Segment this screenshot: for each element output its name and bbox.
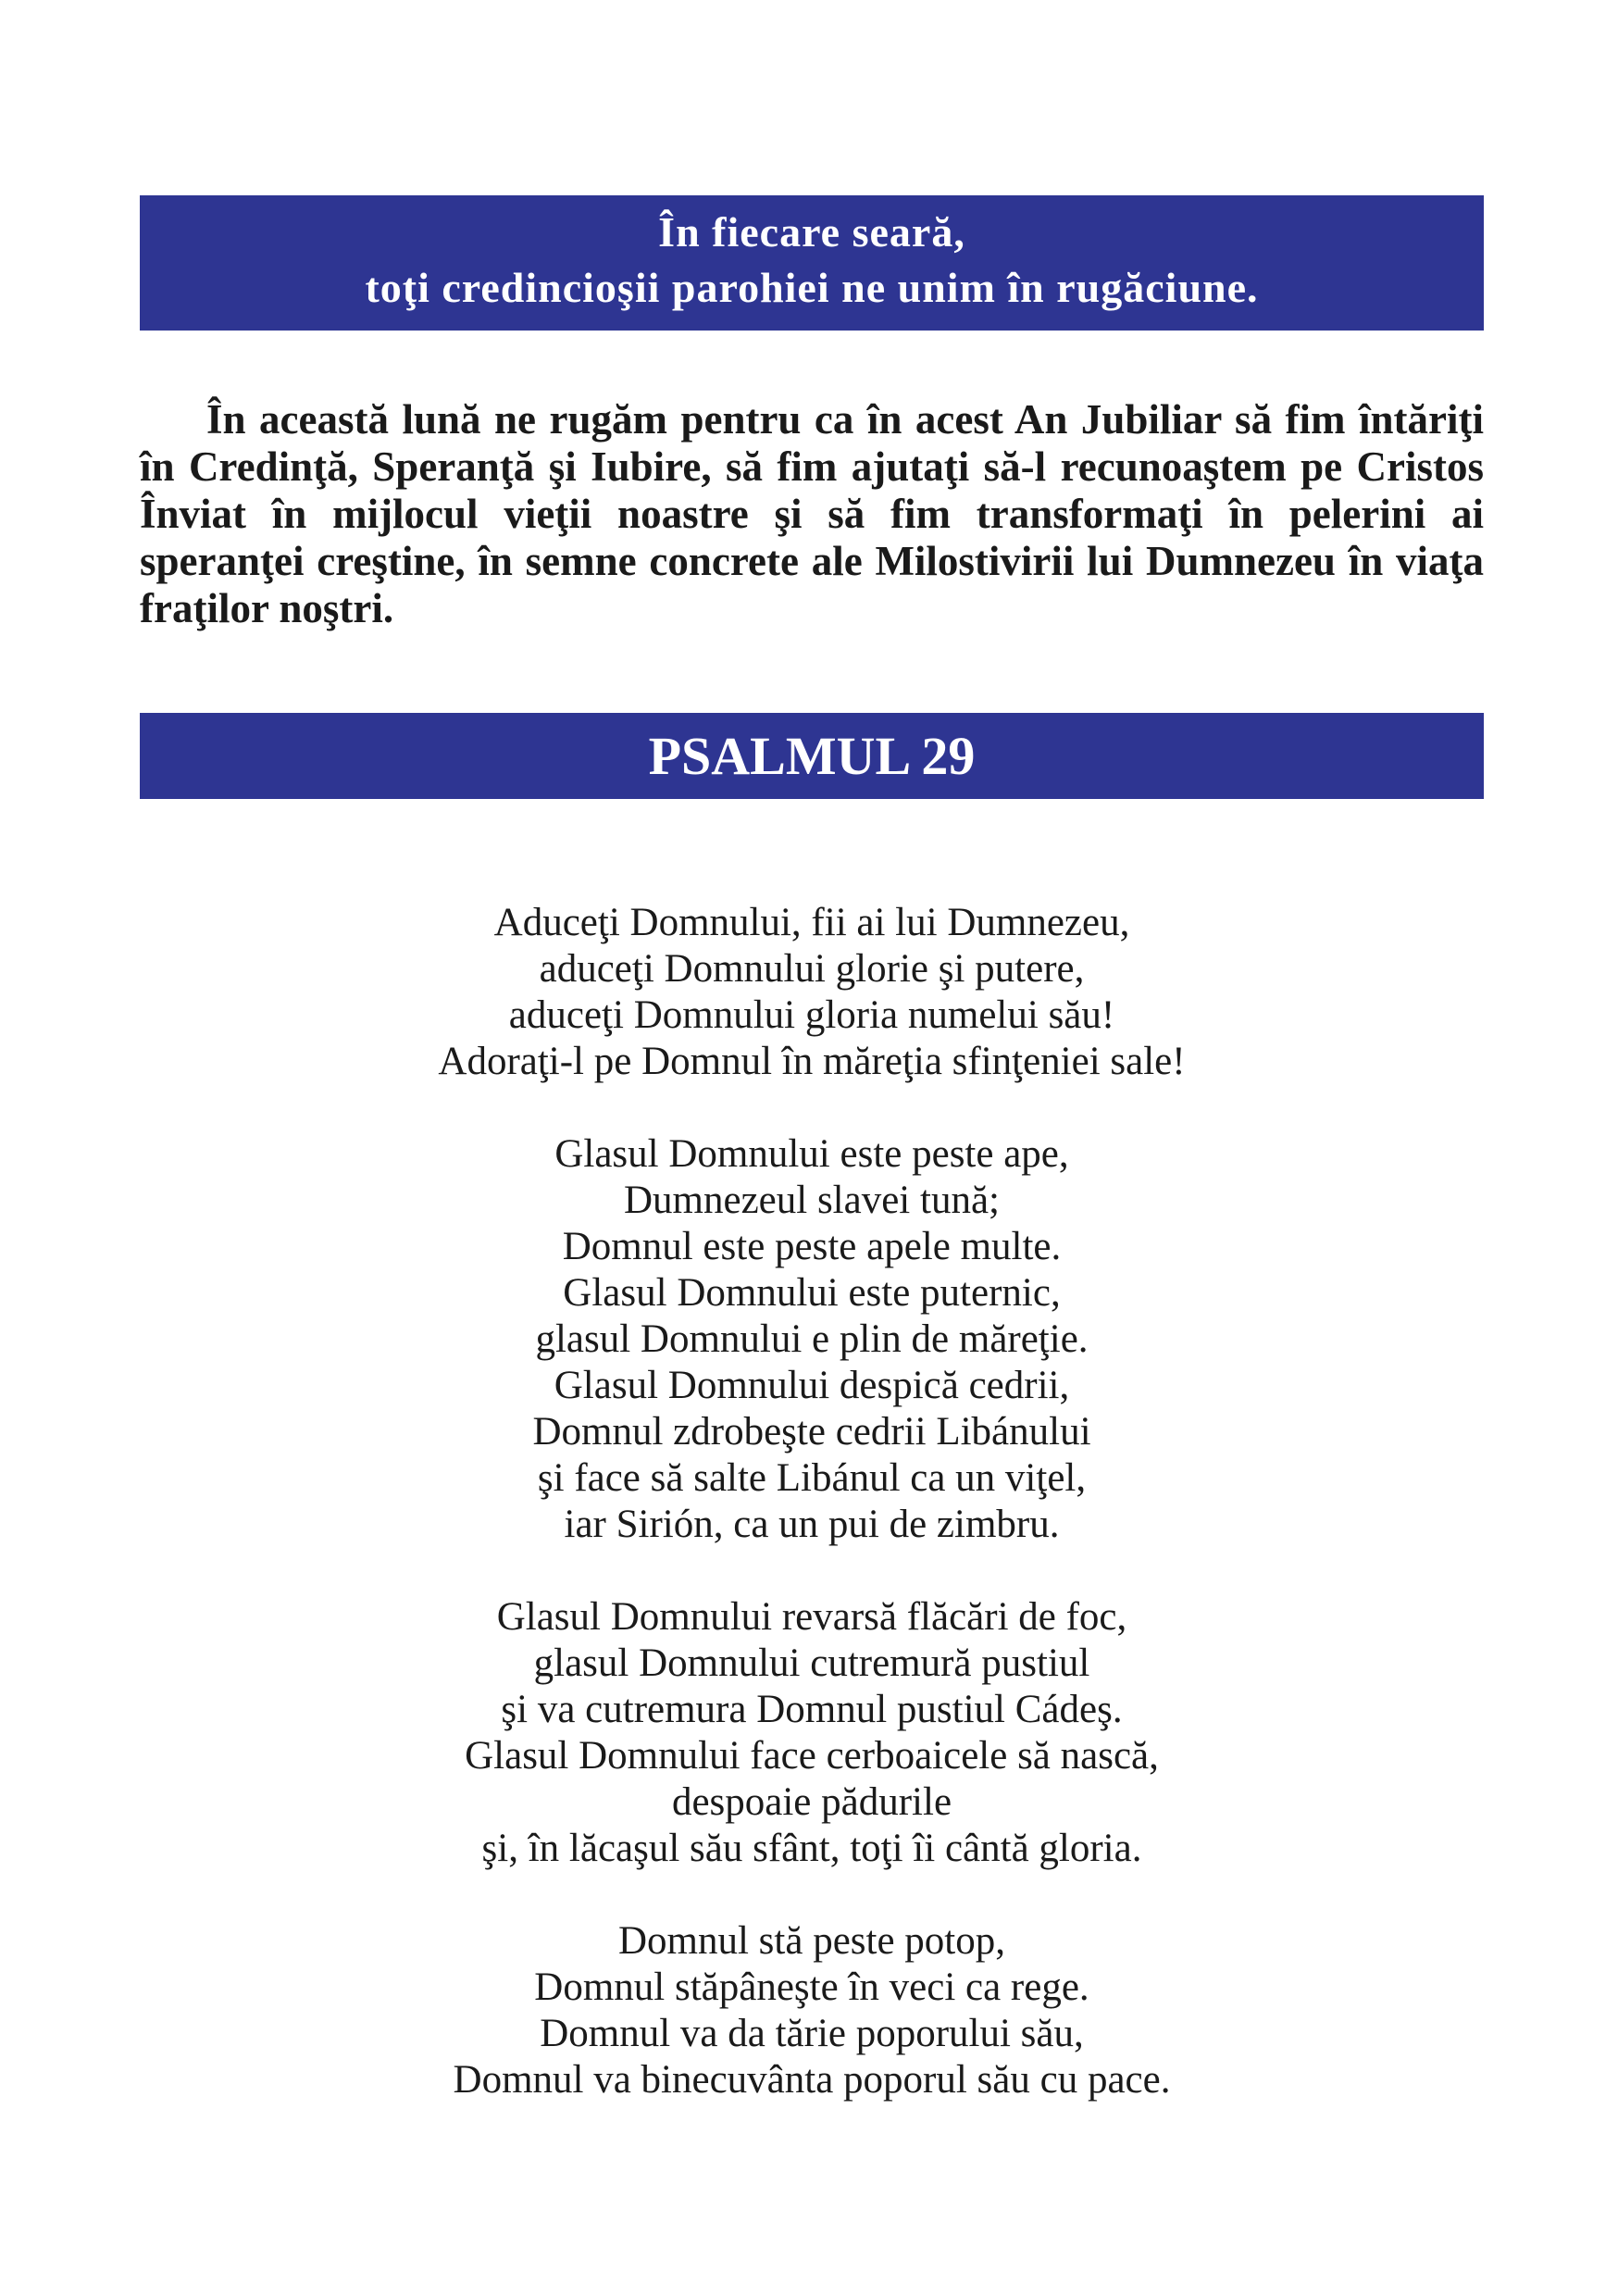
header-banner-line-2: toţi credincioşii parohiei ne unim în rugăciune. [365, 264, 1259, 311]
psalm-line: Glasul Domnului este peste ape, [554, 1132, 1069, 1176]
psalm-line: Domnul stăpâneşte în veci ca rege. [534, 1965, 1089, 2009]
psalm-title: PSALMUL 29 [140, 713, 1484, 799]
psalm-line: Aduceţi Domnului, fii ai lui Dumnezeu, [493, 901, 1130, 944]
psalm-line: şi, în lăcaşul său sfânt, toţi îi cântă gloria. [481, 1827, 1142, 1870]
psalm-line: glasul Domnului cutremură pustiul [533, 1641, 1090, 1685]
psalm-line: Domnul este peste apele multe. [562, 1225, 1062, 1268]
psalm-line: glasul Domnului e plin de măreţie. [535, 1317, 1089, 1361]
psalm-line: Glasul Domnului este puternic, [563, 1271, 1061, 1315]
psalm-body [140, 900, 1484, 2150]
psalm-stanza-2 [140, 1131, 1484, 1548]
header-banner-line-1: În fiecare seară, [658, 208, 965, 256]
prayer-intention-paragraph: În această lună ne rugăm pentru ca în acest An Jubiliar să fim întăriţi în Credinţă, Speranţă şi Iubire, să fim ajutaţi să-l recunoaştem pe Cristos Înviat în mijlocul vieţii noastre şi să fim transformaţi în pelerini ai speranţei creştine, în semne concrete ale Milostivirii lui Dumnezeu în viaţa fraţilor noştri. [140, 396, 1484, 631]
psalm-line: aduceţi Domnului glorie şi putere, [539, 947, 1085, 991]
psalm-line: despoaie pădurile [671, 1780, 952, 1824]
psalm-line: Dumnezeul slavei tună; [624, 1179, 1000, 1222]
psalm-line: Glasul Domnului revarsă flăcări de foc, [496, 1595, 1127, 1639]
header-banner [140, 195, 1484, 331]
psalm-line: Domnul zdrobeşte cedrii Libánului [532, 1410, 1091, 1454]
psalm-stanza-3 [140, 1594, 1484, 1872]
psalm-line: Domnul va binecuvânta poporul său cu pace. [453, 2058, 1171, 2102]
psalm-stanza-4 [140, 1918, 1484, 2103]
psalm-line: şi va cutremura Domnul pustiul Cádeş. [501, 1688, 1123, 1731]
psalm-line: aduceţi Domnului gloria numelui său! [508, 993, 1115, 1037]
psalm-line: Domnul stă peste potop, [617, 1919, 1005, 1963]
psalm-line: şi face să salte Libánul ca un viţel, [537, 1456, 1087, 1500]
psalm-line: iar Sirión, ca un pui de zimbru. [564, 1503, 1060, 1546]
psalm-line: Glasul Domnului face cerboaicele să nască, [465, 1734, 1159, 1778]
psalm-stanza-1 [140, 900, 1484, 1085]
psalm-line: Domnul va da tărie poporului său, [540, 2012, 1084, 2055]
psalm-line: Adoraţi-l pe Domnul în măreţia sfinţeniei sale! [438, 1040, 1186, 1083]
psalm-line: Glasul Domnului despică cedrii, [554, 1364, 1070, 1407]
